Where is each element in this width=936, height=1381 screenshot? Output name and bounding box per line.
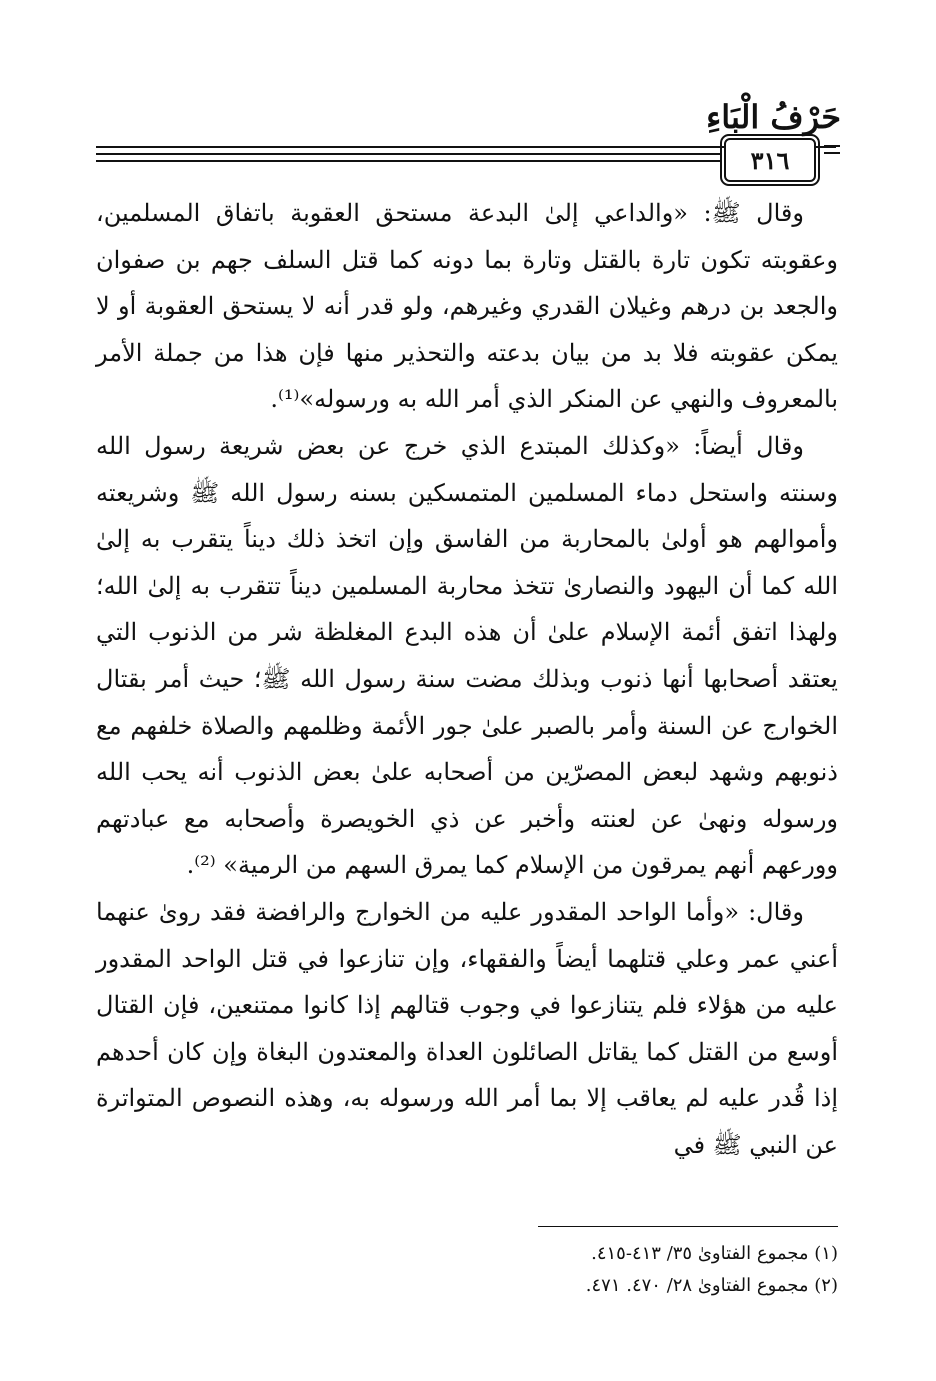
footnotes [96,1238,838,1302]
footnote-separator [538,1226,838,1227]
main-text [96,190,838,1168]
paragraph-2: وقال أيضاً: «وكذلك المبتدع الذي خرج عن بعض شريعة رسول الله وسنته واستحل دماء المسلمين المتمسكين بسنه رسول الله ﷺ وشريعته وأموالهم هو أولىٰ بالمحاربة من الفاسق وإن اتخذ ذلك ديناً يتقرب به إلىٰ الله كما أن اليهود والنصارىٰ تتخذ محاربة المسلمين ديناً تتقرب به إلىٰ الله؛ ولهذا اتفق أئمة الإسلام علىٰ أن هذه البدع المغلظة شر من الذنوب التي يعتقد أصحابها أنها ذنوب وبذلك مضت سنة رسول الله ﷺ؛ حيث أمر بقتال الخوارج عن السنة وأمر بالصبر علىٰ جور الأئمة وظلمهم والصلاة خلفهم مع ذنوبهم وشهد لبعض المصرّين من أصحابه علىٰ بعض الذنوب أنه يحب الله ورسوله ونهىٰ عن لعنته وأخبر عن ذي الخويصرة وأصحابه مع عبادتهم وورعهم أنهم يمرقون من الإسلام كما يمرق السهم من الرمية» ⁽²⁾. [96,431,839,880]
header-rule-middle [96,153,721,155]
chapter-title: حَرْفُ الْبَاءِ [706,98,841,136]
paragraph-1: وقال ﷺ: «والداعي إلىٰ البدعة مستحق العقوبة باتفاق المسلمين، وعقوبته تكون تارة بالقتل وتارة بما دونه كما قتل السلف جهم بن صفوان والجعد بن درهم وغيلان القدري وغيرهم، ولو قدر أنه لا يستحق العقوبة أو لا يمكن عقوبته فلا بد من بيان بدعته والتحذير منها فإن هذا من جملة الأمر بالمعروف والنهي عن المنكر الذي أمر الله به ورسوله»⁽¹⁾. [96,199,838,414]
paragraph-3: وقال: «وأما الواحد المقدور عليه من الخوارج والرافضة فقد روىٰ عنهما أعني عمر وعلي قتلهما أيضاً والفقهاء، وإن تنازعوا في قتل الواحد المقدور عليه من هؤلاء فلم يتنازعوا في وجوب قتالهم إذا كانوا ممتنعين، فإن القتال أوسع من القتل كما يقاتل الصائلون العداة والمعتدون البغاة وإن كان أحدهم إذا قُدر عليه لم يعاقب إلا بما أمر الله ورسوله به، وهذه النصوص المتواترة عن النبي ﷺ في [96,897,838,1159]
footnote-1: (١) مجموع الفتاوىٰ ٣٥/ ٤١٣-٤١٥. [591,1243,838,1264]
footnote-2: (٢) مجموع الفتاوىٰ ٢٨/ ٤٧٠. ٤٧١. [585,1275,838,1296]
header-rule-right-marks [824,145,840,159]
page-number: ٣١٦ [724,138,816,182]
header-rule-bottom [96,160,721,162]
